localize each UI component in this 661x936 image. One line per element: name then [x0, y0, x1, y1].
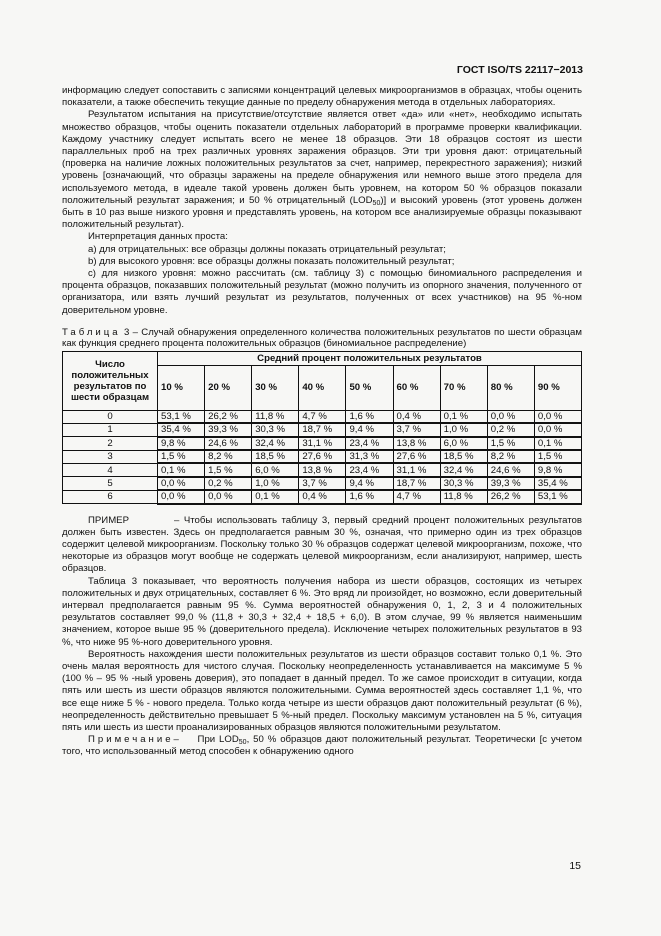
table-cell: 9,4 % — [346, 423, 393, 436]
table-cell: 0,1 % — [252, 490, 299, 503]
table-cell: 53,1 % — [158, 410, 205, 423]
table-cell: 0,1 % — [534, 437, 581, 450]
table-cell: 1,0 % — [252, 477, 299, 490]
table-cell: 0,1 % — [158, 463, 205, 476]
col-header-percent: 80 % — [487, 365, 534, 410]
table-cell: 6,0 % — [252, 463, 299, 476]
table-cell: 3,7 % — [393, 423, 440, 436]
col-header-percent: 90 % — [534, 365, 581, 410]
paragraph-text: )] и высокий уровень (этот уровень должен быть в 10 раз выше низкого уровня и представлять уровень, на котором все анализируемые образцы показывают положительный результат). — [62, 194, 582, 231]
example-text: – Чтобы использовать таблицу 3, первый средний процент положительных результатов должен быть известен. Здесь он предполагается равным 30 %, означая, что примерно один из трех образцов содержит целевой микроорганизм. Поскольку только 30 % образцов содержат целевой микроорганизм, похоже, что некоторые из образцов могут вообще не содержать целевой микроорганизм, если анализируют, например, шесть образцов. — [62, 514, 582, 575]
table-cell: 1,5 % — [205, 463, 252, 476]
list-item: с) для низкого уровня: можно рассчитать (см. таблицу 3) с помощью биномиального распределения и процента образцов, показавших положительный результат (можно получить из опорного значения, полученного от организатора, или взять лучший результат из результатов, полученных от всех участников) на 95 %-ном доверительном уровне. — [62, 268, 582, 316]
page-number: 15 — [569, 860, 581, 872]
list-item: а) для отрицательных: все образцы должны показать отрицательный результат; — [88, 243, 446, 255]
table-cell: 0,0 % — [158, 477, 205, 490]
table-cell: 8,2 % — [487, 450, 534, 463]
table-cell: 26,2 % — [487, 490, 534, 503]
table-cell: 4,7 % — [299, 410, 346, 423]
table-cell: 23,4 % — [346, 463, 393, 476]
example-paragraph — [62, 515, 582, 576]
document-header: ГОСТ ISO/TS 22117−2013 — [456, 64, 583, 76]
table-cell: 1,5 % — [487, 437, 534, 450]
table-cell: 0,0 % — [205, 490, 252, 503]
note-text: , 50 % образцов дают положительный результат. Теоретически [с учетом того, что использованный метод способен к обнаружению одного — [62, 734, 582, 758]
col-header-percent: 30 % — [252, 365, 299, 410]
table-cell: 31,1 % — [299, 437, 346, 450]
list-item: b) для высокого уровня: все образцы должны показать положительный результат; — [88, 255, 455, 267]
row-count-cell: 3 — [63, 450, 158, 463]
table-cell: 11,8 % — [252, 410, 299, 423]
table-cell: 26,2 % — [205, 410, 252, 423]
probability-table — [62, 351, 582, 505]
table-cell: 39,3 % — [205, 423, 252, 436]
table-cell: 0,0 % — [487, 410, 534, 423]
table-row — [63, 450, 582, 463]
row-count-cell: 5 — [63, 477, 158, 490]
table-cell: 27,6 % — [393, 450, 440, 463]
paragraph: Интерпретация данных проста: — [88, 231, 228, 243]
table-cell: 18,5 % — [252, 450, 299, 463]
table-row — [63, 437, 582, 450]
table-cell: 0,2 % — [205, 477, 252, 490]
table-cell: 0,4 % — [393, 410, 440, 423]
table-cell: 3,7 % — [299, 477, 346, 490]
note-text: При LOD — [197, 734, 239, 746]
example-label: ПРИМЕР — [88, 514, 129, 526]
table-cell: 13,8 % — [299, 463, 346, 476]
col-header-percent: 40 % — [299, 365, 346, 410]
table-row — [63, 410, 582, 423]
table-cell: 1,6 % — [346, 490, 393, 503]
paragraph: Вероятность нахождения шести положительных результатов из шести образцов составит только 0,1 %. Это очень малая вероятность для чистого случая. Поскольку неопределенность устанавливается на максимуме 5 % (100 % – 95 % -ный уровень доверия), это попадает в данный предел. То же самое происходит в ситуации, когда пять или шесть из шести образцов являются положительными. Сумма вероятностей здесь составляет 1,1 %, что все еще ниже 5 % - нового предела. Только когда четыре из шести образцов дают положительный результат (6 %), неопределенность действительно превышает 5 %-ный предел. Поскольку максимум установлен на 5 %, ситуация пять или шесть из шести проанализированных образцов являются положительными результатом. — [62, 648, 582, 734]
paragraph: Таблица 3 показывает, что вероятность получения набора из шести образцов, состоящих из четырех положительных и двух отрицательных, составляет 6 %. Это вряд ли произойдет, но возможно, если доверительный интервал предполагается равным 95 %. Сумма вероятностей обнаружения 0, 1, 2, 3 и 4 положительных результатов составляет 99,0 % (11,8 + 30,3 + 32,4 + 18,5 + 6,0). В этом случае, 99 % является наименьшим значением, которое выше 95 % (доверительного предела). Исключение четырех положительных результатов в 93 %, что ниже 95 %-ного доверительного уровня. — [62, 575, 582, 648]
table-cell: 32,4 % — [252, 437, 299, 450]
table-cell: 9,8 % — [534, 463, 581, 476]
table-cell: 1,6 % — [346, 410, 393, 423]
table-cell: 4,7 % — [393, 490, 440, 503]
table-cell: 0,0 % — [534, 423, 581, 436]
table-row — [63, 463, 582, 476]
table-cell: 23,4 % — [346, 437, 393, 450]
row-count-cell: 1 — [63, 423, 158, 436]
col-header-percent: 10 % — [158, 365, 205, 410]
table-cell: 0,1 % — [440, 410, 487, 423]
table-cell: 9,8 % — [158, 437, 205, 450]
table-cell: 35,4 % — [158, 423, 205, 436]
table-cell: 30,3 % — [440, 477, 487, 490]
table-cell: 24,6 % — [205, 437, 252, 450]
table-cell: 18,7 % — [299, 423, 346, 436]
paragraph — [62, 109, 582, 231]
table-row — [63, 423, 582, 436]
table-caption — [62, 327, 582, 350]
caption-text: 3 – Случай обнаружения определенного количества положительных результатов по шести образцам как функция среднего процента положительных образцов (биномиальное распределение) — [62, 326, 582, 350]
note-paragraph — [62, 734, 582, 758]
table-cell: 1,0 % — [440, 423, 487, 436]
table-cell: 31,1 % — [393, 463, 440, 476]
table-cell: 0,0 % — [158, 490, 205, 503]
table-cell: 0,2 % — [487, 423, 534, 436]
table-cell: 27,6 % — [299, 450, 346, 463]
col-header-percent: 20 % — [205, 365, 252, 410]
table-cell: 9,4 % — [346, 477, 393, 490]
paragraph-text: Результатом испытания на присутствие/отсутствие является ответ «да» или «нет», необходимо испытать множество образцов, чтобы оценить показатели отдельных лабораторий в программе проверки квалификации. Каждому участнику следует испытать всего не менее 18 образцов. Эти 18 образцов состоят из шести параллельных проб на трех различных уровнях заражения образцов. Эти три уровня дают: отрицательный (проверка на наличие ложных положительных результатов за счет, например, перекрестного заражения); низкий уровень [означающий, что образцы заражены на пределе обнаружения или немного выше этого предела для используемого метода, в идеале такой уровень должен быть уровнем, на котором 50 % образцов показали положительный результат заражения; и 50 % отрицательный (LOD — [62, 109, 582, 206]
subscript: 50 — [238, 739, 247, 747]
table-cell: 0,0 % — [534, 410, 581, 423]
table-cell: 31,3 % — [346, 450, 393, 463]
table-cell: 30,3 % — [252, 423, 299, 436]
table-cell: 0,4 % — [299, 490, 346, 503]
table-cell: 11,8 % — [440, 490, 487, 503]
table-row — [63, 477, 582, 490]
col-header-percent: 50 % — [346, 365, 393, 410]
table-cell: 18,5 % — [440, 450, 487, 463]
col-header-percent: 60 % — [393, 365, 440, 410]
row-count-cell: 6 — [63, 490, 158, 503]
table-cell: 13,8 % — [393, 437, 440, 450]
row-count-cell: 0 — [63, 410, 158, 423]
table-cell: 35,4 % — [534, 477, 581, 490]
table-cell: 53,1 % — [534, 490, 581, 503]
paragraph: информацию следует сопоставить с записями концентраций целевых микроорганизмов в образцах, чтобы оценить показатели, а также обеспечить текущие данные по пределу обнаружения метода в отдельных лабораториях. — [62, 85, 582, 109]
table-cell: 24,6 % — [487, 463, 534, 476]
note-label: Примечание– — [88, 734, 182, 746]
table-cell: 1,5 % — [534, 450, 581, 463]
subscript: 50 — [372, 199, 381, 207]
table-row — [63, 490, 582, 503]
col-header-percent: 70 % — [440, 365, 487, 410]
row-count-cell: 2 — [63, 437, 158, 450]
col-header-group: Средний процент положительных результатов — [158, 351, 582, 365]
row-count-cell: 4 — [63, 463, 158, 476]
table-cell: 6,0 % — [440, 437, 487, 450]
table-cell: 18,7 % — [393, 477, 440, 490]
page-body — [62, 85, 582, 759]
table-cell: 8,2 % — [205, 450, 252, 463]
table-cell: 32,4 % — [440, 463, 487, 476]
table-cell: 39,3 % — [487, 477, 534, 490]
col-header-count: Число положительных результатов по шести образцам — [63, 351, 158, 410]
caption-label: Таблица — [62, 326, 121, 338]
table-cell: 1,5 % — [158, 450, 205, 463]
